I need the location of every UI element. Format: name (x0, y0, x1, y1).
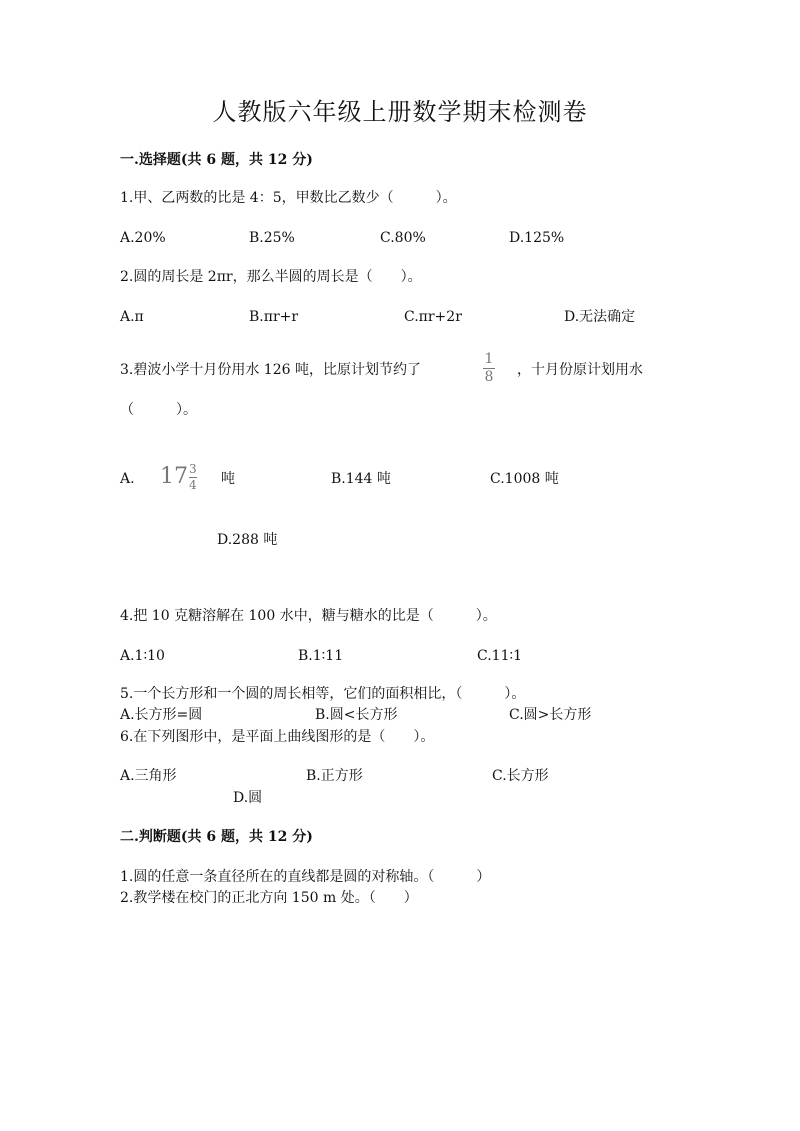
judgment-item-1: 1.圆的任意一条直径所在的直线都是圆的对称轴。（ ） (120, 869, 491, 885)
question-1-option-a: A.20% (120, 230, 166, 246)
question-5-option-a: A.长方形=圆 (120, 707, 203, 723)
question-3-option-a-unit: 吨 (221, 471, 235, 487)
section-heading-judgment: 二.判断题(共 6 题，共 12 分) (120, 829, 313, 845)
question-2-stem: 2.圆的周长是 2πr，那么半圆的周长是（ ）。 (120, 269, 422, 285)
question-5-option-b: B.圆<长方形 (315, 707, 398, 723)
question-2-option-d: D.无法确定 (564, 309, 636, 325)
question-3-stem-line2: （ ）。 (120, 402, 197, 418)
question-2-option-a: A.π (120, 309, 144, 325)
question-3-option-d: D.288 吨 (217, 532, 278, 548)
fraction-numerator: 1 (484, 351, 494, 367)
question-6-option-c: C.长方形 (492, 768, 549, 784)
page-title: 人教版六年级上册数学期末检测卷 (212, 98, 588, 126)
question-3-option-a-mixed-number (160, 462, 197, 492)
question-4-option-b: B.1∶11 (298, 648, 344, 664)
question-6-option-b: B.正方形 (306, 768, 363, 784)
question-4-option-c: C.11∶1 (477, 648, 523, 664)
question-3-stem-continued: ，十月份原计划用水 (517, 362, 643, 378)
question-1-option-d: D.125% (509, 230, 565, 246)
question-3-option-c: C.1008 吨 (490, 471, 559, 487)
question-1-option-c: C.80% (380, 230, 426, 246)
question-5-stem: 5.一个长方形和一个圆的周长相等，它们的面积相比，（ ）。 (120, 686, 526, 702)
fraction-denominator: 8 (484, 369, 494, 385)
section-heading-choice: 一.选择题(共 6 题，共 12 分) (120, 152, 313, 168)
question-6-option-a: A.三角形 (120, 768, 177, 784)
question-1-stem: 1.甲、乙两数的比是 4：5，甲数比乙数少（ ）。 (120, 190, 457, 206)
mixed-whole: 17 (160, 464, 188, 489)
question-6-stem: 6.在下列图形中，是平面上曲线图形的是（ ）。 (120, 729, 435, 745)
mixed-denominator: 4 (189, 477, 197, 492)
question-3-option-a-prefix: A. (120, 471, 135, 487)
question-2-option-c: C.πr+2r (404, 309, 462, 325)
question-6-option-d: D.圆 (233, 790, 263, 806)
question-3-fraction (483, 352, 495, 385)
question-3-stem: 3.碧波小学十月份用水 126 吨，比原计划节约了 (120, 362, 421, 378)
question-1-option-b: B.25% (249, 230, 295, 246)
question-5-option-c: C.圆>长方形 (509, 707, 592, 723)
mixed-fraction (189, 463, 197, 492)
question-4-option-a: A.1∶10 (120, 648, 165, 664)
mixed-numerator: 3 (189, 461, 197, 476)
question-2-option-b: B.πr+r (249, 309, 299, 325)
question-3-option-b: B.144 吨 (331, 471, 391, 487)
question-4-stem: 4.把 10 克糖溶解在 100 水中，糖与糖水的比是（ ）。 (120, 608, 497, 624)
judgment-item-2: 2.教学楼在校门的正北方向 150 m 处。（ ） (120, 890, 418, 906)
